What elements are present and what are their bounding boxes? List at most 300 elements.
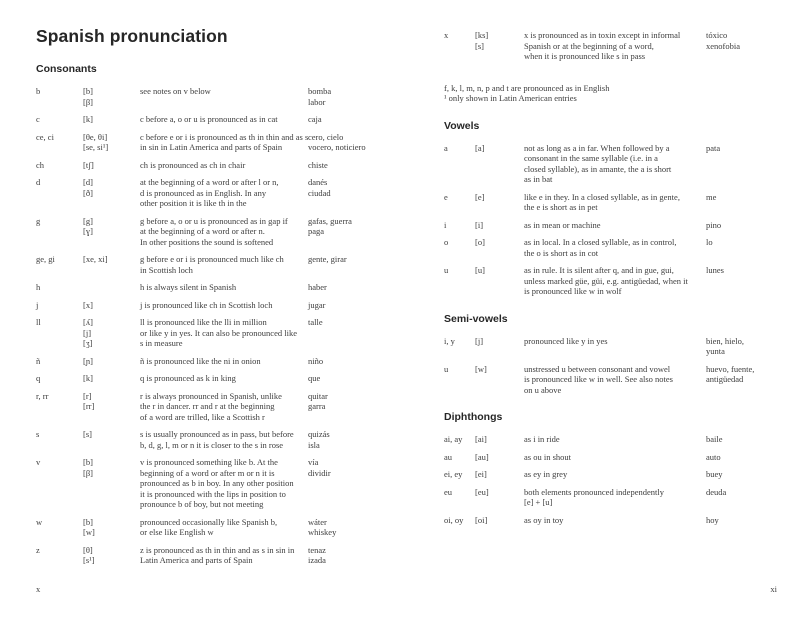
cell-desc: [140, 216, 308, 248]
description-line: Latin America and parts of Spain: [140, 555, 253, 565]
cell-desc: [524, 336, 706, 357]
example-word: niño: [308, 355, 324, 366]
cell-letter: [36, 300, 83, 311]
cell-examples: [706, 487, 778, 508]
example-word: izada: [308, 555, 326, 565]
entry-letter: x: [444, 30, 449, 40]
cell-examples: [706, 364, 778, 396]
cell-desc: [140, 429, 308, 450]
cell-desc: [140, 373, 308, 384]
description-line: the r in dancer. rr and r at the beginning: [140, 401, 275, 411]
pronunciation-row: [36, 254, 428, 275]
example-word: isla: [308, 439, 320, 450]
pronunciation-row: [36, 317, 428, 349]
example-word: antigüedad: [706, 374, 744, 384]
cell-letter: [36, 254, 83, 275]
description-line: as ou in shout: [524, 451, 571, 462]
cell-ipa: [83, 356, 140, 367]
left-sections: [36, 63, 428, 566]
entry-letter: z: [36, 544, 40, 555]
cell-letter: [444, 143, 475, 185]
example-word: danés: [308, 177, 328, 187]
ipa-symbol: [i]: [475, 219, 484, 230]
example-word: vocero, noticiero: [308, 142, 366, 152]
description-line: s in measure: [140, 338, 183, 348]
ipa-symbol: [s¹]: [83, 555, 95, 565]
description-line: [e] + [u]: [524, 497, 553, 507]
cell-ipa: [83, 160, 140, 171]
entry-letter: g: [36, 215, 41, 226]
entry-letter: r, rr: [36, 390, 49, 401]
cell-ipa: [475, 364, 524, 396]
example-word: buey: [706, 469, 723, 479]
cell-examples: [706, 192, 778, 213]
cell-examples: [308, 86, 428, 107]
cell-letter: [36, 282, 83, 293]
example-word: cero, cielo: [308, 131, 344, 142]
pronunciation-row: [36, 300, 428, 311]
pronunciation-row: [36, 132, 428, 153]
pronunciation-row: [444, 487, 778, 508]
description-line: on u above: [524, 384, 562, 395]
pronunciation-row: [444, 192, 778, 213]
description-line: as in mean or machine: [524, 219, 601, 230]
description-line: as in rule. It is silent after q, and in gue, gui,: [524, 265, 674, 275]
cell-letter: [444, 364, 475, 396]
example-word: caja: [308, 114, 322, 124]
entry-letter: ñ: [36, 355, 41, 366]
right-column: [444, 0, 778, 532]
cell-letter: [36, 457, 83, 510]
ipa-symbol: [o]: [475, 237, 485, 247]
cell-ipa: [83, 517, 140, 538]
description-line: ñ is pronounced like the ni in onion: [140, 355, 261, 366]
pronunciation-row: [36, 160, 428, 171]
section-heading: Vowels: [444, 119, 480, 132]
pronunciation-row: [36, 282, 428, 293]
description-line: as ey in grey: [524, 469, 568, 479]
cell-desc: [140, 356, 308, 367]
cell-examples: [308, 545, 428, 566]
cell-examples: [308, 356, 428, 367]
cell-examples: [308, 177, 428, 209]
pronunciation-row: [444, 237, 778, 258]
cell-ipa: [83, 317, 140, 349]
cell-ipa: [83, 391, 140, 423]
cell-letter: [444, 336, 475, 357]
pronunciation-row: [36, 356, 428, 367]
example-word: lo: [706, 237, 713, 247]
cell-ipa: [83, 429, 140, 450]
cell-examples: [308, 517, 428, 538]
ipa-symbol: [k]: [83, 373, 93, 383]
cell-ipa: [475, 336, 524, 357]
cell-desc: [140, 300, 308, 311]
notes-block: [444, 83, 778, 104]
example-word: paga: [308, 226, 325, 236]
example-word: quizás: [308, 429, 330, 439]
example-word: huevo, fuente,: [706, 363, 755, 374]
cell-ipa: [83, 254, 140, 275]
cell-letter: [444, 515, 475, 526]
cell-desc: [524, 487, 706, 508]
ipa-symbol: [θ]: [83, 544, 93, 555]
cell-examples: [308, 160, 428, 171]
example-word: labor: [308, 96, 326, 107]
ipa-symbol: [θe, θi]: [83, 131, 108, 142]
entry-letter: o: [444, 237, 449, 247]
description-line: not as long as a in far. When followed by a: [524, 142, 670, 153]
cell-desc: [140, 132, 308, 153]
example-word: garra: [308, 401, 326, 411]
pronunciation-row: [36, 177, 428, 209]
entry-letter: c: [36, 114, 40, 124]
example-word: quitar: [308, 390, 328, 401]
ipa-symbol: [s]: [475, 40, 484, 51]
entry-letter: d: [36, 177, 41, 187]
example-word: xenofobia: [706, 40, 740, 51]
description-line: c before e or i is pronounced as th in thin and as s: [140, 131, 309, 142]
pronunciation-row: [444, 220, 778, 231]
description-line: pronounce b of boy, but not meeting: [140, 499, 264, 509]
entry-letter: oi, oy: [444, 514, 464, 525]
ipa-symbol: [ð]: [83, 187, 93, 198]
cell-ipa: [83, 373, 140, 384]
entry-letter: ch: [36, 159, 45, 170]
description-line: as in bat: [524, 174, 553, 184]
description-line: beginning of a word or after m or n it is: [140, 467, 275, 478]
cell-ipa: [475, 265, 524, 297]
ipa-symbol: [j]: [83, 327, 92, 338]
entry-letter: e: [444, 191, 448, 202]
example-word: talle: [308, 317, 323, 327]
description-line: at the beginning of a word or after n.: [140, 226, 265, 236]
pronunciation-row: [444, 336, 778, 357]
example-word: vía: [308, 457, 319, 467]
description-line: as in local. In a closed syllable, as in control,: [524, 237, 677, 247]
description-line: at the beginning of a word or after l or n,: [140, 177, 279, 187]
ipa-symbol: [oi]: [475, 514, 488, 525]
cell-desc: [524, 192, 706, 213]
cell-ipa: [83, 457, 140, 510]
description-line: d is pronounced as in English. In any: [140, 187, 267, 198]
example-word: hoy: [706, 514, 719, 525]
description-line: r is always pronounced in Spanish, unlike: [140, 390, 282, 401]
ipa-symbol: [r]: [83, 390, 92, 401]
cell-desc: [140, 282, 308, 293]
ipa-symbol: [u]: [475, 265, 485, 275]
cell-letter: [36, 545, 83, 566]
ipa-symbol: [eu]: [475, 486, 489, 497]
cell-letter: [36, 356, 83, 367]
example-word: chiste: [308, 159, 328, 170]
ipa-symbol: [ɲ]: [83, 355, 93, 366]
cell-letter: [36, 177, 83, 209]
cell-examples: [706, 336, 778, 357]
ipa-symbol: [e]: [475, 191, 485, 202]
cell-letter: [444, 265, 475, 297]
cell-letter: [444, 220, 475, 231]
ipa-symbol: [ʒ]: [83, 338, 93, 348]
left-column: [36, 0, 428, 573]
cell-ipa: [475, 487, 524, 508]
description-line: other position it is like th in the: [140, 198, 247, 208]
entry-letter: u: [444, 265, 449, 275]
entry-letter: j: [36, 299, 39, 310]
cell-desc: [140, 160, 308, 171]
entry-letter: v: [36, 457, 41, 467]
example-word: auto: [706, 451, 721, 462]
cell-ipa: [83, 545, 140, 566]
cell-examples: [706, 143, 778, 185]
cell-letter: [36, 114, 83, 125]
page-number-right: xi: [770, 584, 777, 594]
cell-letter: [36, 373, 83, 384]
ipa-symbol: [se, si¹]: [83, 142, 109, 152]
cell-ipa: [83, 114, 140, 125]
cell-desc: [140, 317, 308, 349]
cell-ipa: [83, 282, 140, 293]
ipa-symbol: [k]: [83, 114, 93, 124]
entry-letter: ce, ci: [36, 131, 54, 142]
pronunciation-row: [36, 429, 428, 450]
pronunciation-row: [444, 434, 778, 445]
cell-examples: [706, 452, 778, 463]
description-line: c before a, o or u is pronounced as in cat: [140, 114, 278, 124]
cell-examples: [706, 265, 778, 297]
cell-desc: [140, 545, 308, 566]
cell-desc: [140, 517, 308, 538]
cell-ipa: [83, 132, 140, 153]
example-word: whiskey: [308, 527, 337, 537]
description-line: ch is pronounced as ch in chair: [140, 159, 246, 170]
cell-ipa: [475, 30, 524, 62]
cell-examples: [308, 391, 428, 423]
page-title: Spanish pronunciation: [36, 26, 228, 46]
ipa-symbol: [s]: [83, 429, 92, 439]
description-line: is pronounced like w in well. See also notes: [524, 374, 673, 384]
cell-ipa: [475, 515, 524, 526]
ipa-symbol: [w]: [475, 363, 487, 374]
description-line: the e is short as in pet: [524, 202, 598, 212]
pronunciation-row: [444, 143, 778, 185]
section-heading: Consonants: [36, 63, 97, 75]
cell-letter: [444, 237, 475, 258]
description-line: closed syllable), as in amante, the a is short: [524, 163, 672, 174]
description-line: in sin in Latin America and parts of Spain: [140, 142, 283, 152]
cell-ipa: [475, 434, 524, 445]
description-line: when it is pronounced like s in pass: [524, 51, 646, 61]
description-line: as oy in toy: [524, 514, 564, 525]
cell-desc: [524, 30, 706, 62]
cell-ipa: [475, 452, 524, 463]
description-line: pronounced occasionally like Spanish b,: [140, 516, 278, 527]
cell-letter: [444, 452, 475, 463]
entry-letter: h: [36, 282, 41, 292]
pronunciation-row: [36, 373, 428, 384]
entry-letter: s: [36, 429, 40, 439]
description-line: of a word are trilled, like a Scottish r: [140, 411, 265, 422]
cell-examples: [706, 30, 778, 62]
ipa-symbol: [w]: [83, 527, 95, 537]
entry-letter: eu: [444, 486, 453, 497]
cell-ipa: [83, 86, 140, 107]
cell-examples: [706, 469, 778, 480]
ipa-symbol: [xe, xi]: [83, 254, 108, 264]
cell-examples: [308, 300, 428, 311]
cell-desc: [524, 237, 706, 258]
example-word: bien, hielo,: [706, 335, 745, 346]
description-line: both elements pronounced independently: [524, 486, 664, 497]
cell-desc: [524, 364, 706, 396]
cell-ipa: [475, 220, 524, 231]
description-line: s is usually pronounced as in pass, but before: [140, 429, 294, 439]
example-word: tenaz: [308, 544, 326, 555]
description-line: it is pronounced with the lips in position to: [140, 488, 286, 499]
ipa-symbol: [d]: [83, 177, 93, 187]
description-line: consonant in the same syllable (i.e. in a: [524, 153, 658, 163]
entry-letter: ll: [36, 317, 41, 327]
example-word: que: [308, 373, 321, 383]
example-word: gente, girar: [308, 254, 347, 264]
ipa-symbol: [g]: [83, 215, 93, 226]
entry-letter: ge, gi: [36, 254, 55, 264]
pronunciation-row: [36, 457, 428, 510]
cell-examples: [308, 457, 428, 510]
cell-letter: [36, 160, 83, 171]
entry-letter: ei, ey: [444, 469, 463, 479]
cell-ipa: [475, 192, 524, 213]
cell-desc: [140, 391, 308, 423]
right-sections: [444, 30, 778, 525]
pronunciation-row: [444, 469, 778, 480]
example-word: me: [706, 191, 717, 202]
description-line: b, d, g, l, m or n it is closer to the s in rose: [140, 439, 284, 450]
description-line: z is pronounced as th in thin and as s in sin in: [140, 544, 295, 555]
description-line: v is pronounced something like b. At the: [140, 457, 278, 467]
ipa-symbol: [b]: [83, 516, 93, 527]
entry-letter: au: [444, 451, 453, 462]
cell-desc: [140, 457, 308, 510]
description-line: or like y in yes. It can also be pronounced like: [140, 327, 297, 338]
ipa-symbol: [ai]: [475, 434, 487, 444]
section-heading: Diphthongs: [444, 411, 503, 423]
description-line: h is always silent in Spanish: [140, 282, 237, 292]
example-word: deuda: [706, 486, 727, 497]
cell-ipa: [83, 177, 140, 209]
cell-desc: [524, 265, 706, 297]
pronunciation-row: [444, 515, 778, 526]
description-line: like e in they. In a closed syllable, as in gente,: [524, 191, 680, 202]
ipa-symbol: [tʃ]: [83, 159, 94, 170]
ipa-symbol: [β]: [83, 467, 93, 478]
ipa-symbol: [b]: [83, 457, 93, 467]
example-word: dividir: [308, 467, 331, 478]
pronunciation-row: [36, 216, 428, 248]
cell-letter: [36, 429, 83, 450]
description-line: j is pronounced like ch in Scottish loch: [140, 299, 273, 310]
ipa-symbol: [au]: [475, 451, 489, 462]
ipa-symbol: [ei]: [475, 469, 487, 479]
cell-letter: [36, 216, 83, 248]
cell-letter: [36, 517, 83, 538]
example-word: gafas, guerra: [308, 215, 352, 226]
cell-letter: [444, 469, 475, 480]
pronunciation-row: [444, 364, 778, 396]
entry-letter: w: [36, 516, 43, 527]
cell-ipa: [475, 237, 524, 258]
entry-letter: a: [444, 142, 448, 153]
cell-examples: [706, 220, 778, 231]
cell-desc: [140, 177, 308, 209]
entry-letter: u: [444, 363, 449, 374]
note-line: ¹ only shown in Latin American entries: [444, 93, 577, 103]
ipa-symbol: [j]: [475, 335, 484, 346]
description-line: ll is pronounced like the lli in million: [140, 317, 267, 327]
ipa-symbol: [ɣ]: [83, 226, 93, 236]
description-line: q is pronounced as k in king: [140, 373, 236, 383]
cell-desc: [524, 220, 706, 231]
example-word: tóxico: [706, 30, 728, 40]
description-line: is pronounced like w in wolf: [524, 286, 622, 296]
cell-examples: [706, 237, 778, 258]
cell-examples: [308, 114, 428, 125]
example-word: bomba: [308, 86, 332, 96]
description-line: unless marked güe, güi, e.g. antigüedad, when it: [524, 275, 688, 286]
cell-desc: [140, 86, 308, 107]
cell-desc: [524, 434, 706, 445]
example-word: yunta: [706, 346, 725, 356]
cell-letter: [36, 391, 83, 423]
description-line: pronounced as b in boy. In any other position: [140, 478, 294, 488]
entry-letter: ai, ay: [444, 434, 463, 444]
cell-desc: [524, 143, 706, 185]
pronunciation-row: [36, 86, 428, 107]
description-line: or else like English w: [140, 527, 214, 537]
page-number-left: x: [36, 584, 41, 594]
cell-examples: [308, 317, 428, 349]
cell-ipa: [83, 216, 140, 248]
ipa-symbol: [a]: [475, 142, 485, 153]
ipa-symbol: [x]: [83, 299, 93, 310]
description-line: as i in ride: [524, 434, 560, 444]
example-word: jugar: [308, 299, 326, 310]
cell-letter: [36, 86, 83, 107]
cell-examples: [308, 429, 428, 450]
cell-desc: [524, 469, 706, 480]
cell-examples: [308, 373, 428, 384]
example-word: pino: [706, 219, 722, 230]
cell-desc: [140, 114, 308, 125]
example-word: ciudad: [308, 187, 331, 198]
description-line: x is pronounced as in toxin except in informal: [524, 30, 681, 40]
pronunciation-row: [444, 265, 778, 297]
cell-examples: [706, 515, 778, 526]
pronunciation-row: [36, 545, 428, 566]
example-word: haber: [308, 282, 327, 292]
cell-letter: [444, 30, 475, 62]
example-word: wáter: [308, 516, 327, 527]
cell-ipa: [475, 143, 524, 185]
example-word: baile: [706, 434, 723, 444]
description-line: see notes on v below: [140, 86, 211, 96]
description-line: the o is short as in cot: [524, 247, 599, 258]
note-line: f, k, l, m, n, p and t are pronounced as in English: [444, 82, 610, 93]
cell-letter: [36, 317, 83, 349]
section-heading: Semi-vowels: [444, 312, 508, 325]
entry-letter: i: [444, 219, 447, 230]
cell-examples: [308, 282, 428, 293]
